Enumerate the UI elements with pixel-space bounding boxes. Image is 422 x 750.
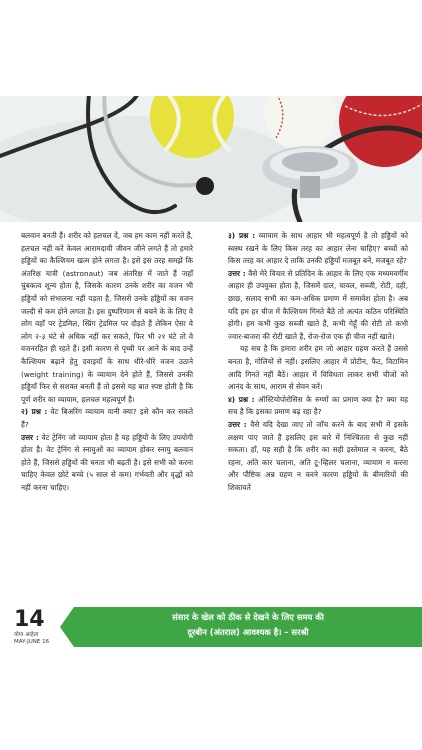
question-label: उत्तर : xyxy=(228,268,246,278)
issue-date: MAY-JUNE 16 xyxy=(14,639,50,645)
stethoscope-balls-illustration xyxy=(0,96,422,222)
page-bottom-margin xyxy=(0,650,422,750)
right-text-column xyxy=(228,230,408,494)
question-label: उत्तर : xyxy=(228,419,247,429)
question-label: उत्तर : xyxy=(21,432,39,442)
article-paragraph xyxy=(21,432,193,495)
page-number: 14 xyxy=(14,607,45,632)
quote-line-1: संसार के खेल को ठीक से देखने के लिए समय की xyxy=(172,612,324,622)
paragraph-text: व्यायाम के साथ आहार भी महत्वपूर्ण है तो हड्डियों को स्वस्थ रखने के लिए किस तरह का आहार लेना चाहिए? बच्चों को किस तरह का आहार दे ताकि उनकी हड्डियाँ मजबूत बनें, मजबूत रहें? xyxy=(228,231,408,266)
article-body xyxy=(0,222,422,600)
magazine-name: योग्य आहेत्य xyxy=(14,632,39,638)
question-label: २) प्रश्न : xyxy=(21,407,48,417)
article-paragraph xyxy=(228,230,408,268)
quote-line-2: दूरबीन (अंतराल) आवश्यक है। – सरश्री xyxy=(187,627,309,637)
article-paragraph xyxy=(228,394,408,419)
paragraph-text: बलवान बनती हैं। शरीर को हलचल दें, जब हम काम नहीं करते हैं, हलचल नहीं करें केवल आरामदायी जीवन जीने लगते हैं तो हमारे हड्डियों का कैल्शियम खत्म होने लगता है। इसे इस तरह समझें कि अंतरिक्ष यात्री (astronaut) जब अंतरिक्ष में जाते हैं जहाँ चुंबकत्व शून्य होता है, जिसके कारण उनके शरीर का वजन भी हड्डियों को संभालना नहीं पड़ता है, जिससे उनके हड्डियों का वजन जल्दी से कम होने लगता है। इस दुष्परिणाम से बचने के के लिए वे लोग वहाँ पर ट्रेडमिल, स्प्रिंग ट्रेडमिल पर दौड़ते हैं लेकिन ऐसा वे लोग २-३ घंटे से अधिक नहीं कर सकते, फिर भी २१ घंटे तो वे वजनरहित ही रहते हैं। इसी कारण से पृथ्वी पर आने के बाद उन्हें कैल्शियम बढ़ाने हेतु दवाइयाँ के साथ धीरे-धीरे वजन उठाने (weight training) के व्यायाम देने होते हैं, जिससे उनकी हड्डियाँ फिर से सशक्त बनती हैं तो इससे यह बात स्पष्ट होती है कि पूर्ण शरीर का व्यायाम, हलचल महत्वपूर्ण है। xyxy=(21,231,193,404)
article-paragraph xyxy=(228,343,408,393)
paragraph-text: वेट ट्रेनिंग जो व्यायाम होता है यह हड्डियों के लिए उपयोगी होता है। वेट ट्रेनिंग से स्नायुओं का व्यायाम होकर स्नायु बलवान होते हैं, जिससे हड्डियों की घनता भी बढ़ती है। इसे सभी को करना चाहिए केवल छोटे बच्चे (५ साल से कम) गर्भवती और वृद्धों को नहीं करना चाहिए। xyxy=(21,432,194,492)
article-paragraph xyxy=(228,268,408,344)
article-paragraph xyxy=(228,419,408,495)
article-photo xyxy=(0,96,422,222)
page-top-margin xyxy=(0,0,422,96)
left-text-column xyxy=(21,230,193,494)
paragraph-text: वैसे यदि देखा जाए तो जाँच करने के बाद सभी में इसके लक्षण पाए जाते हैं इसलिए इस बारे में निश्चितता से कुछ नहीं सकता। हाँ, यह सही है कि शरीर का सही इस्तेमाल न करना, बैठे रहना, अति कार चलाना, अति टू-व्हिलर चलाना, व्यायाम न करना और पौष्टिक अन्न ग्रहण न करने कारण हड्डियों के बीमारियों की शिकायतें xyxy=(228,419,408,492)
paragraph-text: ऑस्टियोपोरोसिस के रुग्णों का प्रमाण क्या है? क्या यह सच है कि इसका प्रमाण बढ़ रहा है? xyxy=(228,394,408,417)
paragraph-text: यह सच है कि हमारा शरीर हम जो आहार ग्रहण करते हैं उससे बनता है, गोलियों से नहीं। इसलिए आहार में प्रोटीन, फैट, विटामिन आदि गिनते नहीं बैठें। आहार में विविधता लाकर सभी चीजों को आनंद के साथ, आराम से सेवन करें। xyxy=(228,344,408,392)
paragraph-text: वेट बिअरिंग व्यायाम यानी क्या? इसे कौन कर सकते हैं? xyxy=(21,407,193,429)
question-label: ३) प्रश्न : xyxy=(228,231,256,240)
quote-text xyxy=(74,610,422,640)
article-paragraph xyxy=(21,406,193,431)
question-label: ४) प्रश्न : xyxy=(228,394,255,404)
article-paragraph xyxy=(21,230,193,406)
paragraph-text: वैसे मेरे विचार से प्रतिदिन के आहार के लिए एक मध्यमवर्गीय आहार ही उपयुक्त होता है, जिसमें दाल, चावल, सब्जी, रोटी, दही, छाछ, सलाद सभी का कम-अधिक प्रमाण में समावेश होता है। अब यदि हम हर चीज में कैल्शियम गिनते बैठें तो अत्यंत कठिन परिस्थिति होगी। हम कभी कुछ सब्जी खाते हैं, कभी गेहूँ की रोटी तो कभी ज्वार-बाजरा की रोटी खाते हैं, रोज-रोज एक ही चीज नहीं खाते। xyxy=(228,268,409,341)
